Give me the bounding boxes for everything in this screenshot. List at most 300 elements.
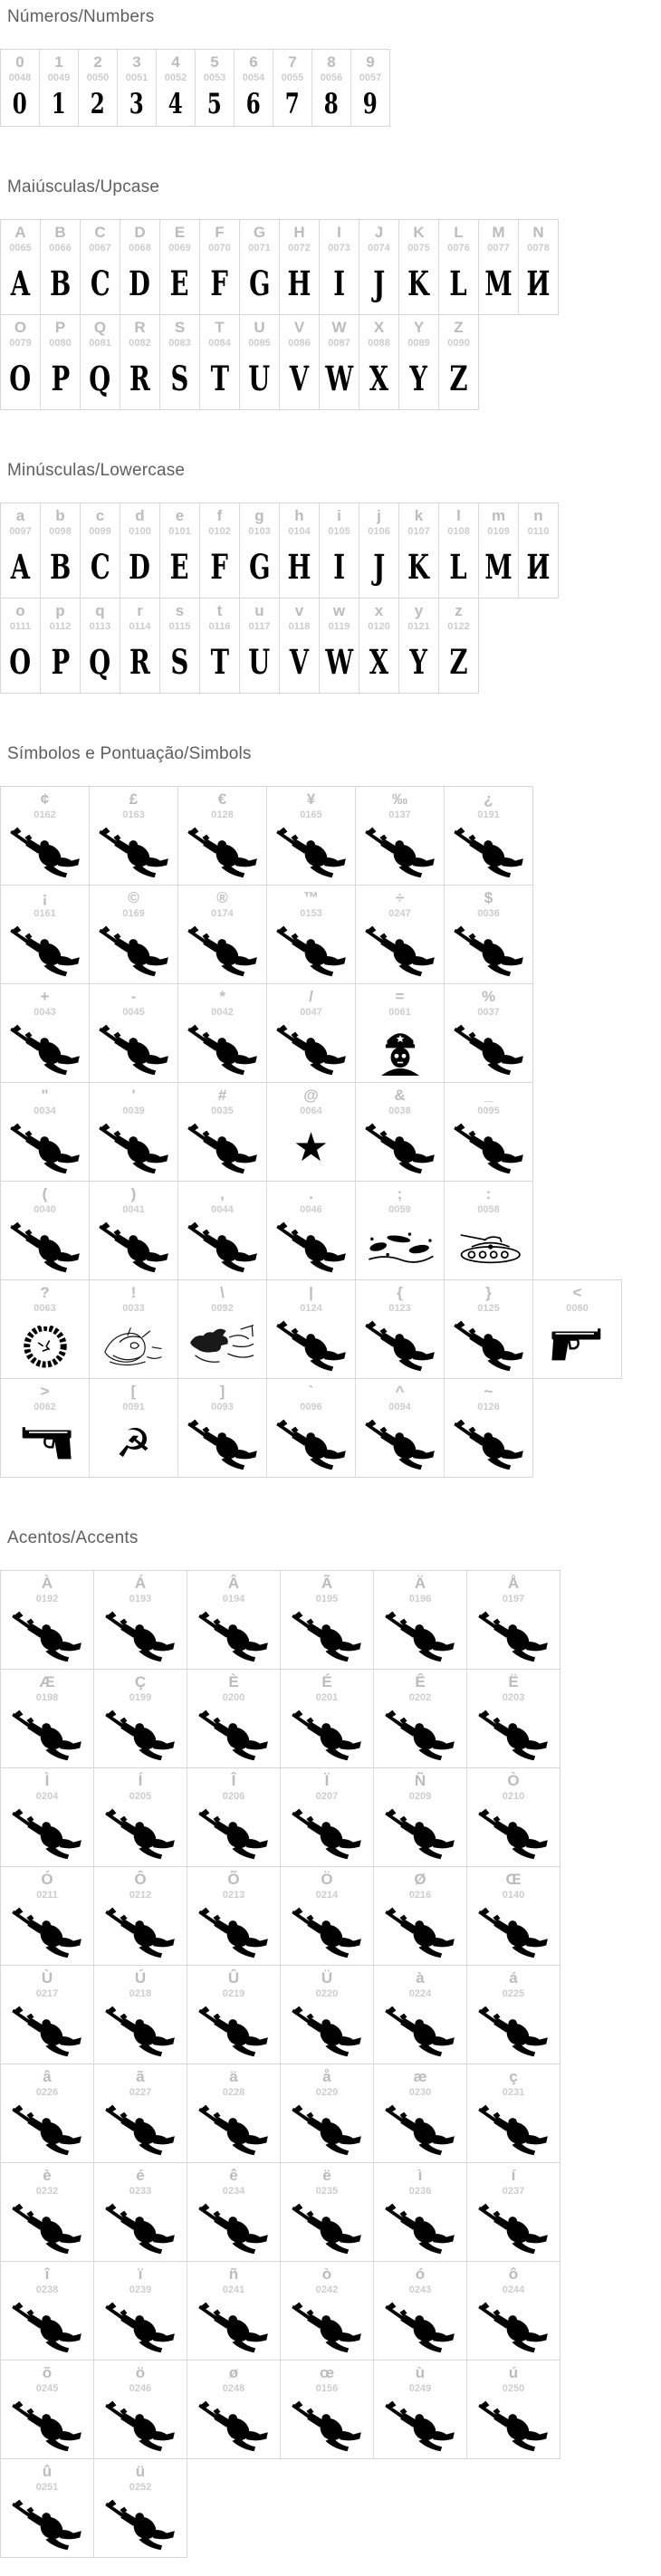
stencil-glyph bbox=[446, 635, 471, 693]
glyph-cell bbox=[466, 1966, 560, 2064]
reference-char: 1 bbox=[54, 53, 63, 71]
reference-char: o bbox=[15, 602, 25, 619]
reference-char: ¿ bbox=[484, 790, 493, 808]
stencil-glyph bbox=[283, 256, 315, 314]
unicode-code: 0082 bbox=[129, 338, 151, 349]
reference-char: Ë bbox=[508, 1673, 519, 1690]
glyph-cell bbox=[280, 1768, 373, 1866]
unicode-code: 0238 bbox=[35, 2284, 59, 2295]
stencil-glyph bbox=[360, 86, 380, 126]
glyph-cell bbox=[444, 787, 532, 885]
reference-char: õ bbox=[42, 2364, 53, 2381]
reference-char: ! bbox=[130, 1284, 137, 1301]
reference-char: ' bbox=[131, 1087, 136, 1104]
character-table-row bbox=[0, 314, 479, 410]
glyph-cell bbox=[177, 1280, 266, 1378]
soldier-bayonet-charge-icon bbox=[288, 1706, 366, 1767]
unicode-code: 0063 bbox=[34, 1303, 56, 1314]
stencil-glyph bbox=[207, 256, 231, 314]
stencil-glyph bbox=[522, 540, 554, 598]
unicode-code: 0239 bbox=[129, 2284, 152, 2295]
soldier-bayonet-charge-icon bbox=[101, 1805, 179, 1866]
reference-char: É bbox=[321, 1673, 332, 1690]
laurel-wreath-icon bbox=[20, 1317, 71, 1378]
reference-char: Ò bbox=[507, 1772, 520, 1789]
unicode-code: 0128 bbox=[211, 809, 234, 820]
unicode-code: 0090 bbox=[447, 338, 470, 349]
glyph-cell bbox=[373, 1966, 466, 2064]
reference-char: $ bbox=[484, 889, 493, 906]
reference-char: Å bbox=[507, 1575, 520, 1592]
stencil-glyph-char: I bbox=[333, 546, 345, 587]
soldier-bayonet-charge-icon bbox=[6, 823, 84, 885]
stencil-glyph-char: F bbox=[210, 263, 229, 303]
character-table-row bbox=[0, 2458, 187, 2558]
glyph-cell bbox=[1, 50, 39, 126]
soldier-bayonet-charge-icon bbox=[381, 2101, 459, 2162]
stencil-glyph bbox=[10, 86, 30, 126]
glyph-cell bbox=[266, 1280, 355, 1378]
glyph-cell bbox=[280, 1571, 373, 1669]
soldier-bayonet-charge-icon bbox=[288, 2199, 366, 2261]
unicode-code: 0035 bbox=[211, 1106, 234, 1116]
reference-char: r bbox=[137, 602, 143, 619]
glyph-cell bbox=[280, 2163, 373, 2261]
reference-char: y bbox=[414, 602, 424, 619]
unicode-code: 0060 bbox=[566, 1303, 589, 1314]
section-accents bbox=[0, 1528, 661, 2558]
stencil-glyph bbox=[7, 540, 34, 598]
reference-char: ú bbox=[508, 2364, 519, 2381]
reference-char: b bbox=[55, 507, 65, 524]
unicode-code: 0203 bbox=[502, 1692, 525, 1703]
glyph-cell bbox=[359, 220, 398, 314]
unicode-code: 0249 bbox=[408, 2383, 432, 2394]
soldier-bayonet-charge-icon bbox=[195, 2298, 273, 2360]
unicode-code: 0051 bbox=[125, 72, 148, 83]
stencil-glyph-char: 3 bbox=[129, 87, 144, 120]
unicode-code: 0072 bbox=[288, 243, 311, 254]
glyph-cell bbox=[187, 1867, 280, 1965]
soldier-bayonet-charge-icon bbox=[6, 1119, 84, 1181]
character-table-row bbox=[0, 885, 533, 984]
stencil-glyph-char: Y bbox=[409, 641, 428, 682]
glyph-cell bbox=[120, 220, 159, 314]
reference-char: . bbox=[309, 1185, 313, 1202]
glyph-cell bbox=[355, 984, 444, 1082]
reference-char: [ bbox=[130, 1383, 137, 1400]
unicode-code: 0064 bbox=[300, 1106, 322, 1116]
stencil-glyph-char: И bbox=[526, 546, 551, 587]
unicode-code: 0101 bbox=[168, 526, 191, 537]
reference-char: Z bbox=[454, 319, 464, 336]
reference-char: Î bbox=[231, 1772, 236, 1789]
unicode-code: 0226 bbox=[35, 2087, 59, 2098]
unicode-code: 0036 bbox=[477, 908, 500, 919]
unicode-code: 0250 bbox=[502, 2383, 525, 2394]
unicode-code: 0125 bbox=[477, 1303, 500, 1314]
soldier-bayonet-charge-icon bbox=[361, 922, 439, 983]
soldier-bayonet-charge-icon bbox=[95, 823, 173, 885]
glyph-cell bbox=[466, 2064, 560, 2162]
glyph-cell bbox=[187, 1670, 280, 1767]
reference-char: Ù bbox=[41, 1969, 53, 1987]
glyph-cell bbox=[1, 787, 89, 885]
unicode-code: 0220 bbox=[315, 1988, 339, 1999]
unicode-code: 0191 bbox=[477, 809, 500, 820]
soldier-bayonet-charge-icon bbox=[8, 1903, 86, 1965]
glyph-cell bbox=[93, 1571, 187, 1669]
soldier-bayonet-charge-icon bbox=[474, 2002, 552, 2064]
unicode-code: 0089 bbox=[407, 338, 430, 349]
glyph-cell bbox=[355, 787, 444, 885]
reference-char: R bbox=[134, 319, 146, 336]
unicode-code: 0165 bbox=[300, 809, 322, 820]
soldier-bayonet-charge-icon bbox=[450, 1317, 528, 1378]
section-numbers bbox=[0, 7, 661, 127]
stencil-glyph bbox=[87, 256, 113, 314]
section-title: Acentos/Accents bbox=[7, 1528, 139, 1547]
glyph-cell bbox=[266, 787, 355, 885]
unicode-code: 0235 bbox=[315, 2186, 339, 2197]
unicode-code: 0050 bbox=[86, 72, 110, 83]
unicode-code: 0097 bbox=[9, 526, 32, 537]
unicode-code: 0103 bbox=[248, 526, 271, 537]
stencil-glyph bbox=[127, 86, 147, 126]
glyph-cell bbox=[373, 1768, 466, 1866]
glyph-cell bbox=[40, 503, 80, 598]
reference-char: Ç bbox=[134, 1673, 147, 1690]
stencil-glyph bbox=[286, 351, 312, 409]
unicode-code: 0111 bbox=[9, 621, 32, 632]
glyph-cell bbox=[319, 315, 359, 409]
soldier-bayonet-charge-icon bbox=[288, 2298, 366, 2360]
unicode-code: 0087 bbox=[328, 338, 350, 349]
section-title: Símbolos e Pontuação/Simbols bbox=[7, 744, 252, 763]
reference-char: à bbox=[416, 1969, 425, 1987]
stencil-glyph-char: X bbox=[369, 358, 389, 398]
reference-char: é bbox=[136, 2167, 145, 2184]
stencil-glyph-char: C bbox=[90, 546, 110, 587]
glyph-cell bbox=[1, 984, 89, 1082]
unicode-code: 0077 bbox=[487, 243, 510, 254]
reference-char: © bbox=[128, 889, 139, 906]
glyph-cell bbox=[279, 503, 319, 598]
stencil-glyph bbox=[125, 540, 154, 598]
soldier-bayonet-charge-icon bbox=[8, 2101, 86, 2162]
glyph-cell bbox=[355, 1182, 444, 1279]
soldier-bayonet-charge-icon bbox=[474, 2298, 552, 2360]
unicode-code: 0068 bbox=[129, 243, 151, 254]
stencil-glyph-char: K bbox=[407, 263, 430, 303]
soldier-bayonet-charge-icon bbox=[474, 2101, 552, 2162]
reference-char: ï bbox=[138, 2265, 143, 2283]
reference-char: G bbox=[253, 224, 266, 241]
unicode-code: 0115 bbox=[168, 621, 191, 632]
reference-char: £ bbox=[129, 790, 139, 808]
soldier-bayonet-charge-icon bbox=[95, 1119, 173, 1181]
unicode-code: 0091 bbox=[122, 1402, 145, 1412]
unicode-code: 0045 bbox=[122, 1007, 145, 1018]
glyph-cell bbox=[177, 1182, 266, 1279]
unicode-code: 0053 bbox=[203, 72, 226, 83]
stencil-glyph bbox=[331, 256, 347, 314]
stencil-glyph-char: B bbox=[49, 546, 72, 587]
reference-char: L bbox=[454, 224, 464, 241]
glyph-cell bbox=[438, 503, 478, 598]
glyph-cell bbox=[195, 50, 234, 126]
soldier-bayonet-charge-icon bbox=[273, 1317, 350, 1378]
soldier-bayonet-charge-icon bbox=[195, 1805, 273, 1866]
soldier-bayonet-charge-icon bbox=[195, 1706, 273, 1767]
glyph-cell bbox=[159, 220, 199, 314]
reference-char: _ bbox=[484, 1087, 493, 1104]
stencil-glyph-char: X bbox=[369, 641, 389, 682]
unicode-code: 0209 bbox=[408, 1791, 432, 1802]
glyph-cell bbox=[80, 220, 120, 314]
reference-char: w bbox=[332, 602, 346, 619]
stencil-glyph-char: S bbox=[170, 641, 189, 682]
stencil-glyph bbox=[407, 635, 430, 693]
reference-char: I bbox=[337, 224, 341, 241]
soldier-bayonet-charge-icon bbox=[95, 1020, 173, 1082]
stencil-glyph-char: Z bbox=[449, 358, 468, 398]
unicode-code: 0056 bbox=[320, 72, 343, 83]
soldier-bayonet-charge-icon bbox=[450, 1415, 528, 1477]
soldier-bayonet-charge-icon bbox=[288, 2397, 366, 2458]
reference-char: / bbox=[309, 988, 313, 1005]
stencil-glyph bbox=[168, 635, 192, 693]
reference-char: 5 bbox=[210, 53, 219, 71]
stencil-glyph-char: R bbox=[129, 358, 150, 398]
unicode-code: 0231 bbox=[502, 2087, 525, 2098]
glyph-cell bbox=[359, 503, 398, 598]
glyph-cell bbox=[239, 503, 279, 598]
glyph-cell bbox=[199, 220, 239, 314]
stencil-glyph-char: W bbox=[325, 358, 353, 398]
reference-char: s bbox=[175, 602, 185, 619]
reference-char: B bbox=[54, 224, 66, 241]
soldier-bayonet-charge-icon bbox=[6, 922, 84, 983]
reference-char: ‰ bbox=[392, 790, 407, 808]
cavalry-battle-sketch-icon bbox=[184, 1317, 262, 1378]
glyph-cell bbox=[1, 503, 40, 598]
reference-char: ; bbox=[397, 1185, 403, 1202]
unicode-code: 0163 bbox=[122, 809, 145, 820]
glyph-cell bbox=[1, 2361, 93, 2458]
unicode-code: 0232 bbox=[35, 2186, 59, 2197]
soldier-bayonet-charge-icon bbox=[474, 1805, 552, 1866]
reference-char: Í bbox=[138, 1772, 143, 1789]
character-table-row bbox=[0, 2360, 560, 2459]
glyph-cell bbox=[177, 886, 266, 983]
reference-char: û bbox=[42, 2463, 53, 2480]
glyph-cell bbox=[466, 1867, 560, 1965]
stencil-glyph-char: B bbox=[49, 263, 72, 303]
reference-char: * bbox=[219, 988, 225, 1005]
battle-explosion-sketch-icon bbox=[360, 1218, 440, 1279]
unicode-code: 0153 bbox=[300, 908, 322, 919]
unicode-code: 0098 bbox=[49, 526, 72, 537]
reference-char: 3 bbox=[132, 53, 141, 71]
unicode-code: 0126 bbox=[477, 1402, 500, 1412]
stencil-glyph bbox=[85, 635, 114, 693]
stencil-glyph-char: Q bbox=[89, 641, 111, 682]
unicode-code: 0116 bbox=[208, 621, 231, 632]
stencil-glyph bbox=[321, 635, 359, 693]
reference-char: H bbox=[293, 224, 305, 241]
stencil-glyph bbox=[7, 256, 34, 314]
hammer-and-sickle-char: ☭ bbox=[115, 1421, 152, 1467]
reference-char: ¢ bbox=[40, 790, 50, 808]
reference-char: { bbox=[397, 1284, 403, 1301]
reference-char: | bbox=[309, 1284, 313, 1301]
glyph-cell bbox=[532, 1280, 621, 1378]
character-table-row bbox=[0, 2162, 560, 2262]
unicode-code: 0213 bbox=[222, 1890, 245, 1901]
unicode-code: 0074 bbox=[368, 243, 390, 254]
glyph-cell bbox=[159, 503, 199, 598]
stencil-glyph bbox=[321, 351, 359, 409]
reference-char: k bbox=[414, 507, 424, 524]
glyph-cell bbox=[518, 220, 558, 314]
reference-char: X bbox=[373, 319, 385, 336]
stencil-glyph-char: F bbox=[210, 546, 229, 587]
glyph-cell bbox=[89, 1182, 177, 1279]
stencil-glyph bbox=[207, 540, 231, 598]
unicode-code: 0052 bbox=[164, 72, 187, 83]
character-table-row bbox=[0, 1669, 560, 1768]
reference-char: S bbox=[174, 319, 186, 336]
stencil-glyph-char: Y bbox=[409, 358, 428, 398]
soldier-bayonet-charge-icon bbox=[474, 1607, 552, 1669]
glyph-cell bbox=[1, 315, 40, 409]
stencil-glyph bbox=[245, 256, 274, 314]
unicode-code: 0201 bbox=[315, 1692, 339, 1703]
glyph-cell bbox=[199, 503, 239, 598]
glyph-cell bbox=[444, 886, 532, 983]
unicode-code: 0202 bbox=[408, 1692, 432, 1703]
reference-char: O bbox=[14, 319, 27, 336]
stencil-glyph-char: 5 bbox=[207, 87, 222, 120]
section-title: Minúsculas/Lowercase bbox=[7, 461, 186, 480]
unicode-code: 0242 bbox=[315, 2284, 339, 2295]
unicode-code: 0043 bbox=[34, 1007, 56, 1018]
glyph-cell bbox=[93, 1670, 187, 1767]
unicode-code: 0193 bbox=[129, 1594, 152, 1604]
reference-char: % bbox=[481, 988, 496, 1005]
stencil-glyph-char: A bbox=[10, 263, 31, 303]
stencil-glyph-char: M bbox=[484, 263, 513, 303]
soldier-bayonet-charge-icon bbox=[381, 1805, 459, 1866]
section-title: Números/Numbers bbox=[7, 7, 155, 26]
glyph-cell bbox=[280, 2064, 373, 2162]
unicode-code: 0109 bbox=[487, 526, 510, 537]
reference-char: a bbox=[15, 507, 25, 524]
glyph-cell bbox=[279, 315, 319, 409]
reference-char: M bbox=[492, 224, 505, 241]
glyph-cell bbox=[40, 315, 80, 409]
reference-char: i bbox=[337, 507, 341, 524]
unicode-code: 0092 bbox=[211, 1303, 234, 1314]
glyph-cell bbox=[280, 2262, 373, 2360]
reference-char: Ö bbox=[321, 1871, 333, 1888]
unicode-code: 0047 bbox=[300, 1007, 322, 1018]
soldier-bayonet-charge-icon bbox=[8, 2495, 86, 2557]
glyph-cell bbox=[279, 599, 319, 693]
reference-char: â bbox=[43, 2068, 52, 2085]
unicode-code: 0062 bbox=[34, 1402, 56, 1412]
stencil-glyph bbox=[244, 635, 273, 693]
unicode-code: 0233 bbox=[129, 2186, 152, 2197]
glyph-cell bbox=[177, 1379, 266, 1477]
reference-char: Ä bbox=[414, 1575, 426, 1592]
unicode-code: 0100 bbox=[129, 526, 151, 537]
reference-char: ö bbox=[135, 2364, 146, 2381]
reference-char: - bbox=[130, 988, 137, 1005]
unicode-code: 0085 bbox=[248, 338, 271, 349]
unicode-code: 0224 bbox=[408, 1988, 432, 1999]
soldier-bayonet-charge-icon bbox=[273, 823, 350, 885]
unicode-code: 0084 bbox=[208, 338, 231, 349]
reference-char: V bbox=[293, 319, 305, 336]
glyph-cell bbox=[266, 1083, 355, 1181]
reference-char: ^ bbox=[395, 1383, 405, 1400]
glyph-cell bbox=[1, 2064, 93, 2162]
character-table-row bbox=[0, 219, 559, 315]
stencil-glyph bbox=[48, 351, 73, 409]
glyph-cell bbox=[373, 1867, 466, 1965]
glyph-cell bbox=[280, 1966, 373, 2064]
glyph-cell bbox=[444, 1379, 532, 1477]
pistol-facing-right-icon bbox=[550, 1317, 606, 1378]
stencil-glyph bbox=[407, 351, 430, 409]
reference-char: = bbox=[395, 988, 405, 1005]
soldier-bayonet-charge-icon bbox=[184, 1119, 262, 1181]
stencil-glyph-char: W bbox=[325, 641, 353, 682]
stencil-glyph bbox=[286, 635, 312, 693]
soldier-bayonet-charge-icon bbox=[6, 1218, 84, 1279]
soldier-bayonet-charge-icon bbox=[450, 823, 528, 885]
glyph-cell bbox=[466, 2361, 560, 2458]
reference-char: Ì bbox=[44, 1772, 50, 1789]
reference-char: h bbox=[294, 507, 304, 524]
reference-char: œ bbox=[319, 2364, 335, 2381]
soldier-bayonet-charge-icon bbox=[101, 1607, 179, 1669]
character-table-row bbox=[0, 49, 390, 127]
glyph-cell bbox=[199, 599, 239, 693]
stencil-glyph-char: O bbox=[9, 641, 32, 682]
stencil-glyph-char: J bbox=[373, 546, 385, 587]
soldier-bayonet-charge-icon bbox=[101, 1903, 179, 1965]
unicode-code: 0046 bbox=[300, 1204, 322, 1215]
glyph-cell bbox=[187, 2163, 280, 2261]
soldier-bayonet-charge-icon bbox=[101, 1706, 179, 1767]
character-table-row bbox=[0, 786, 533, 886]
stencil-glyph-char: C bbox=[90, 263, 110, 303]
unicode-code: 0117 bbox=[248, 621, 271, 632]
unicode-code: 0217 bbox=[35, 1988, 59, 1999]
stencil-glyph-char: H bbox=[287, 263, 311, 303]
glyph-cell bbox=[89, 787, 177, 885]
stencil-glyph-char: I bbox=[333, 263, 345, 303]
reference-char: t bbox=[216, 602, 223, 619]
reference-char: Q bbox=[93, 319, 107, 336]
glyph-cell bbox=[1, 1182, 89, 1279]
soldier-bayonet-charge-icon bbox=[8, 1607, 86, 1669]
glyph-cell bbox=[1, 1379, 89, 1477]
reference-char: è bbox=[43, 2167, 52, 2184]
